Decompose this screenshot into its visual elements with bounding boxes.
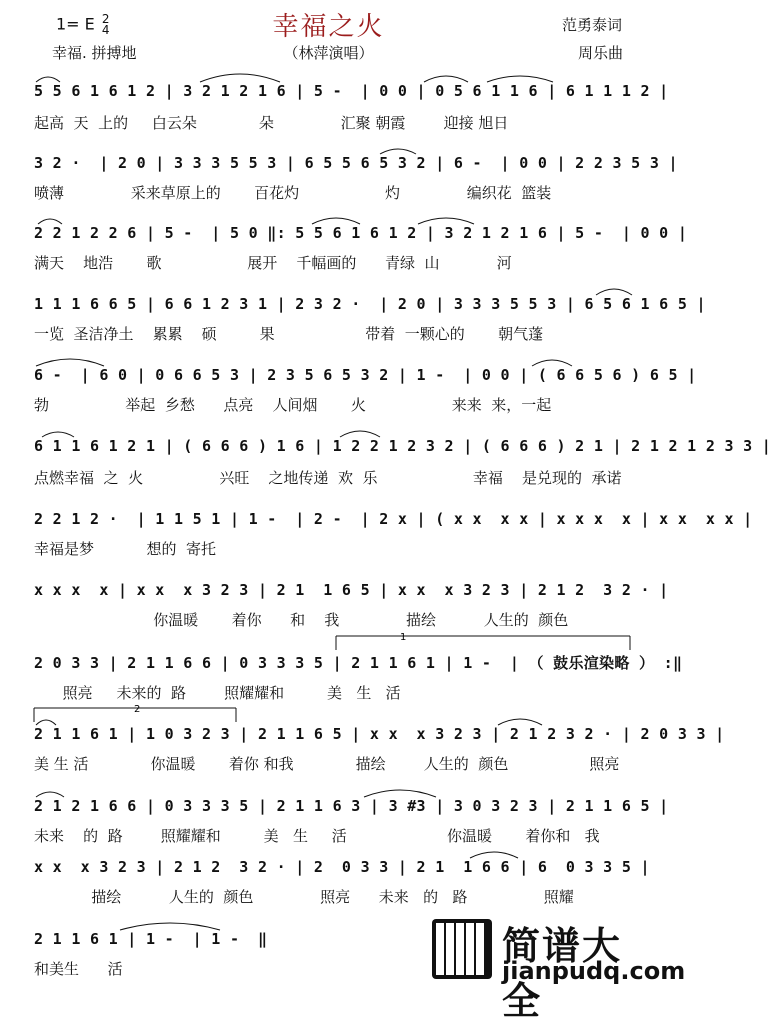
lyric-line: 未来 的 路 照耀耀和 美 生 活 你温暖 着你和 我 bbox=[34, 827, 600, 845]
volta-first-label: 1 bbox=[400, 632, 407, 643]
song-title: 幸福之火 bbox=[272, 12, 385, 42]
lyric-line: 起高 天 上的 白云朵 朵 汇聚 朝霞 迎接 旭日 bbox=[34, 114, 509, 132]
slur-arc bbox=[42, 432, 74, 437]
performance-note: 幸福. 拼搏地 bbox=[52, 44, 137, 62]
lyric-line: 喷薄 采来草原上的 百花灼 灼 编织花 篮装 bbox=[34, 184, 552, 202]
notation-line: 2 1 1 6 1 | 1 - | 1 - ‖ bbox=[34, 930, 268, 948]
slur-arc bbox=[340, 431, 380, 437]
lyric-line: 照亮 未来的 路 照耀耀和 美 生 活 bbox=[34, 684, 401, 702]
singer-credit: （林萍演唱） bbox=[283, 44, 374, 62]
notation-line: x x x x | x x x 3 2 3 | 2 1 1 6 5 | x x x 3 2 3 | 2 1 2 3 2 · | bbox=[34, 581, 669, 599]
notation-line: x x x 3 2 3 | 2 1 2 3 2 · | 2 0 3 3 | 2 1 1 6 6 | 6 0 3 3 5 | bbox=[34, 858, 650, 876]
slur-arc bbox=[38, 219, 62, 224]
slur-arc bbox=[36, 792, 64, 797]
notation-line: 2 1 1 6 1 | 1 0 3 2 3 | 2 1 1 6 5 | x x x 3 2 3 | 2 1 2 3 2 · | 2 0 3 3 | bbox=[34, 725, 725, 743]
lyric-line: 勃 举起 乡愁 点亮 人间烟 火 来来 来，一起 bbox=[34, 396, 552, 414]
watermark-url: jianpudq.com bbox=[502, 957, 686, 985]
slur-arc bbox=[380, 149, 416, 154]
volta-second-label: 2 bbox=[134, 704, 141, 715]
lyric-line: 描绘 人生的 颜色 照亮 未来 的 路 照耀 bbox=[34, 888, 574, 906]
notation-line: 2 2 1 2 2 6 | 5 - | 5 0 ‖: 5 5 6 1 6 1 2 | 3 2 1 2 1 6 | 5 - | 0 0 | bbox=[34, 224, 688, 242]
notation-line: 5 5 6 1 6 1 2 | 3 2 1 2 1 6 | 5 - | 0 0 | 0 5 6 1 1 6 | 6 1 1 1 2 | bbox=[34, 82, 669, 100]
lyric-line: 美 生 活 你温暖 着你 和我 描绘 人生的 颜色 照亮 bbox=[34, 755, 620, 773]
slur-arc bbox=[364, 790, 436, 797]
lyric-line: 你温暖 着你 和 我 描绘 人生的 颜色 bbox=[34, 611, 569, 629]
notation-line: 1 1 1 6 6 5 | 6 6 1 2 3 1 | 2 3 2 · | 2 0 | 3 3 3 5 5 3 | 6 5 6 1 6 5 | bbox=[34, 295, 706, 313]
key-label: 1= E bbox=[56, 14, 95, 34]
lyric-line: 幸福是梦 想的 寄托 bbox=[34, 540, 216, 558]
lyric-line: 满天 地浩 歌 展开 千幅画的 青绿 山 河 bbox=[34, 254, 512, 272]
time-bottom: 4 bbox=[101, 23, 110, 37]
slur-arc bbox=[36, 359, 104, 366]
notation-line: 2 0 3 3 | 2 1 1 6 6 | 0 3 3 3 5 | 2 1 1 6 1 | 1 - | （ 鼓乐渲染略 ） :‖ bbox=[34, 654, 683, 672]
lyric-line: 一览 圣洁净土 累累 硕 果 带着 一颗心的 朝气蓬 bbox=[34, 325, 544, 343]
slur-arc bbox=[498, 719, 542, 725]
lyricist-credit: 范勇泰词 bbox=[562, 16, 623, 34]
notation-line: 2 2 1 2 · | 1 1 5 1 | 1 - | 2 - | 2 x | ( x x x x | x x x x | x x x x | bbox=[34, 510, 753, 528]
slur-arc bbox=[532, 360, 572, 366]
notation-line: 2 1 2 1 6 6 | 0 3 3 3 5 | 2 1 1 6 3 | 3 #3 | 3 0 3 2 3 | 2 1 1 6 5 | bbox=[34, 797, 669, 815]
slur-arc bbox=[418, 218, 474, 224]
watermark-title: 简谱大全 bbox=[502, 924, 623, 1023]
slur-arc bbox=[200, 74, 280, 82]
notation-line: 6 1 1 6 1 2 1 | ( 6 6 6 ) 1 6 | 1 2 2 1 2 3 2 | ( 6 6 6 ) 2 1 | 2 1 2 1 2 3 3 | bbox=[34, 437, 771, 455]
slur-arc bbox=[596, 289, 632, 295]
slur-arc bbox=[470, 852, 518, 858]
slur-arc bbox=[120, 923, 220, 930]
slur-arc bbox=[36, 77, 60, 82]
lyric-line: 和美生 活 bbox=[34, 960, 123, 978]
time-top: 2 bbox=[101, 12, 110, 26]
slur-arc bbox=[36, 720, 56, 725]
notation-line: 6 - | 6 0 | 0 6 6 5 3 | 2 3 5 6 5 3 2 | 1 - | 0 0 | ( 6 6 5 6 ) 6 5 | bbox=[34, 366, 697, 384]
notation-line: 3 2 · | 2 0 | 3 3 3 5 5 3 | 6 5 5 6 5 3 2 | 6 - | 0 0 | 2 2 3 5 3 | bbox=[34, 154, 678, 172]
slur-arc bbox=[424, 76, 468, 82]
slur-arc bbox=[312, 218, 360, 224]
slur-arc bbox=[487, 76, 553, 82]
piano-logo-icon bbox=[432, 919, 492, 979]
composer-credit: 周乐曲 bbox=[578, 44, 624, 62]
lyric-line: 点燃幸福 之 火 兴旺 之地传递 欢 乐 幸福 是兑现的 承诺 bbox=[34, 469, 622, 487]
